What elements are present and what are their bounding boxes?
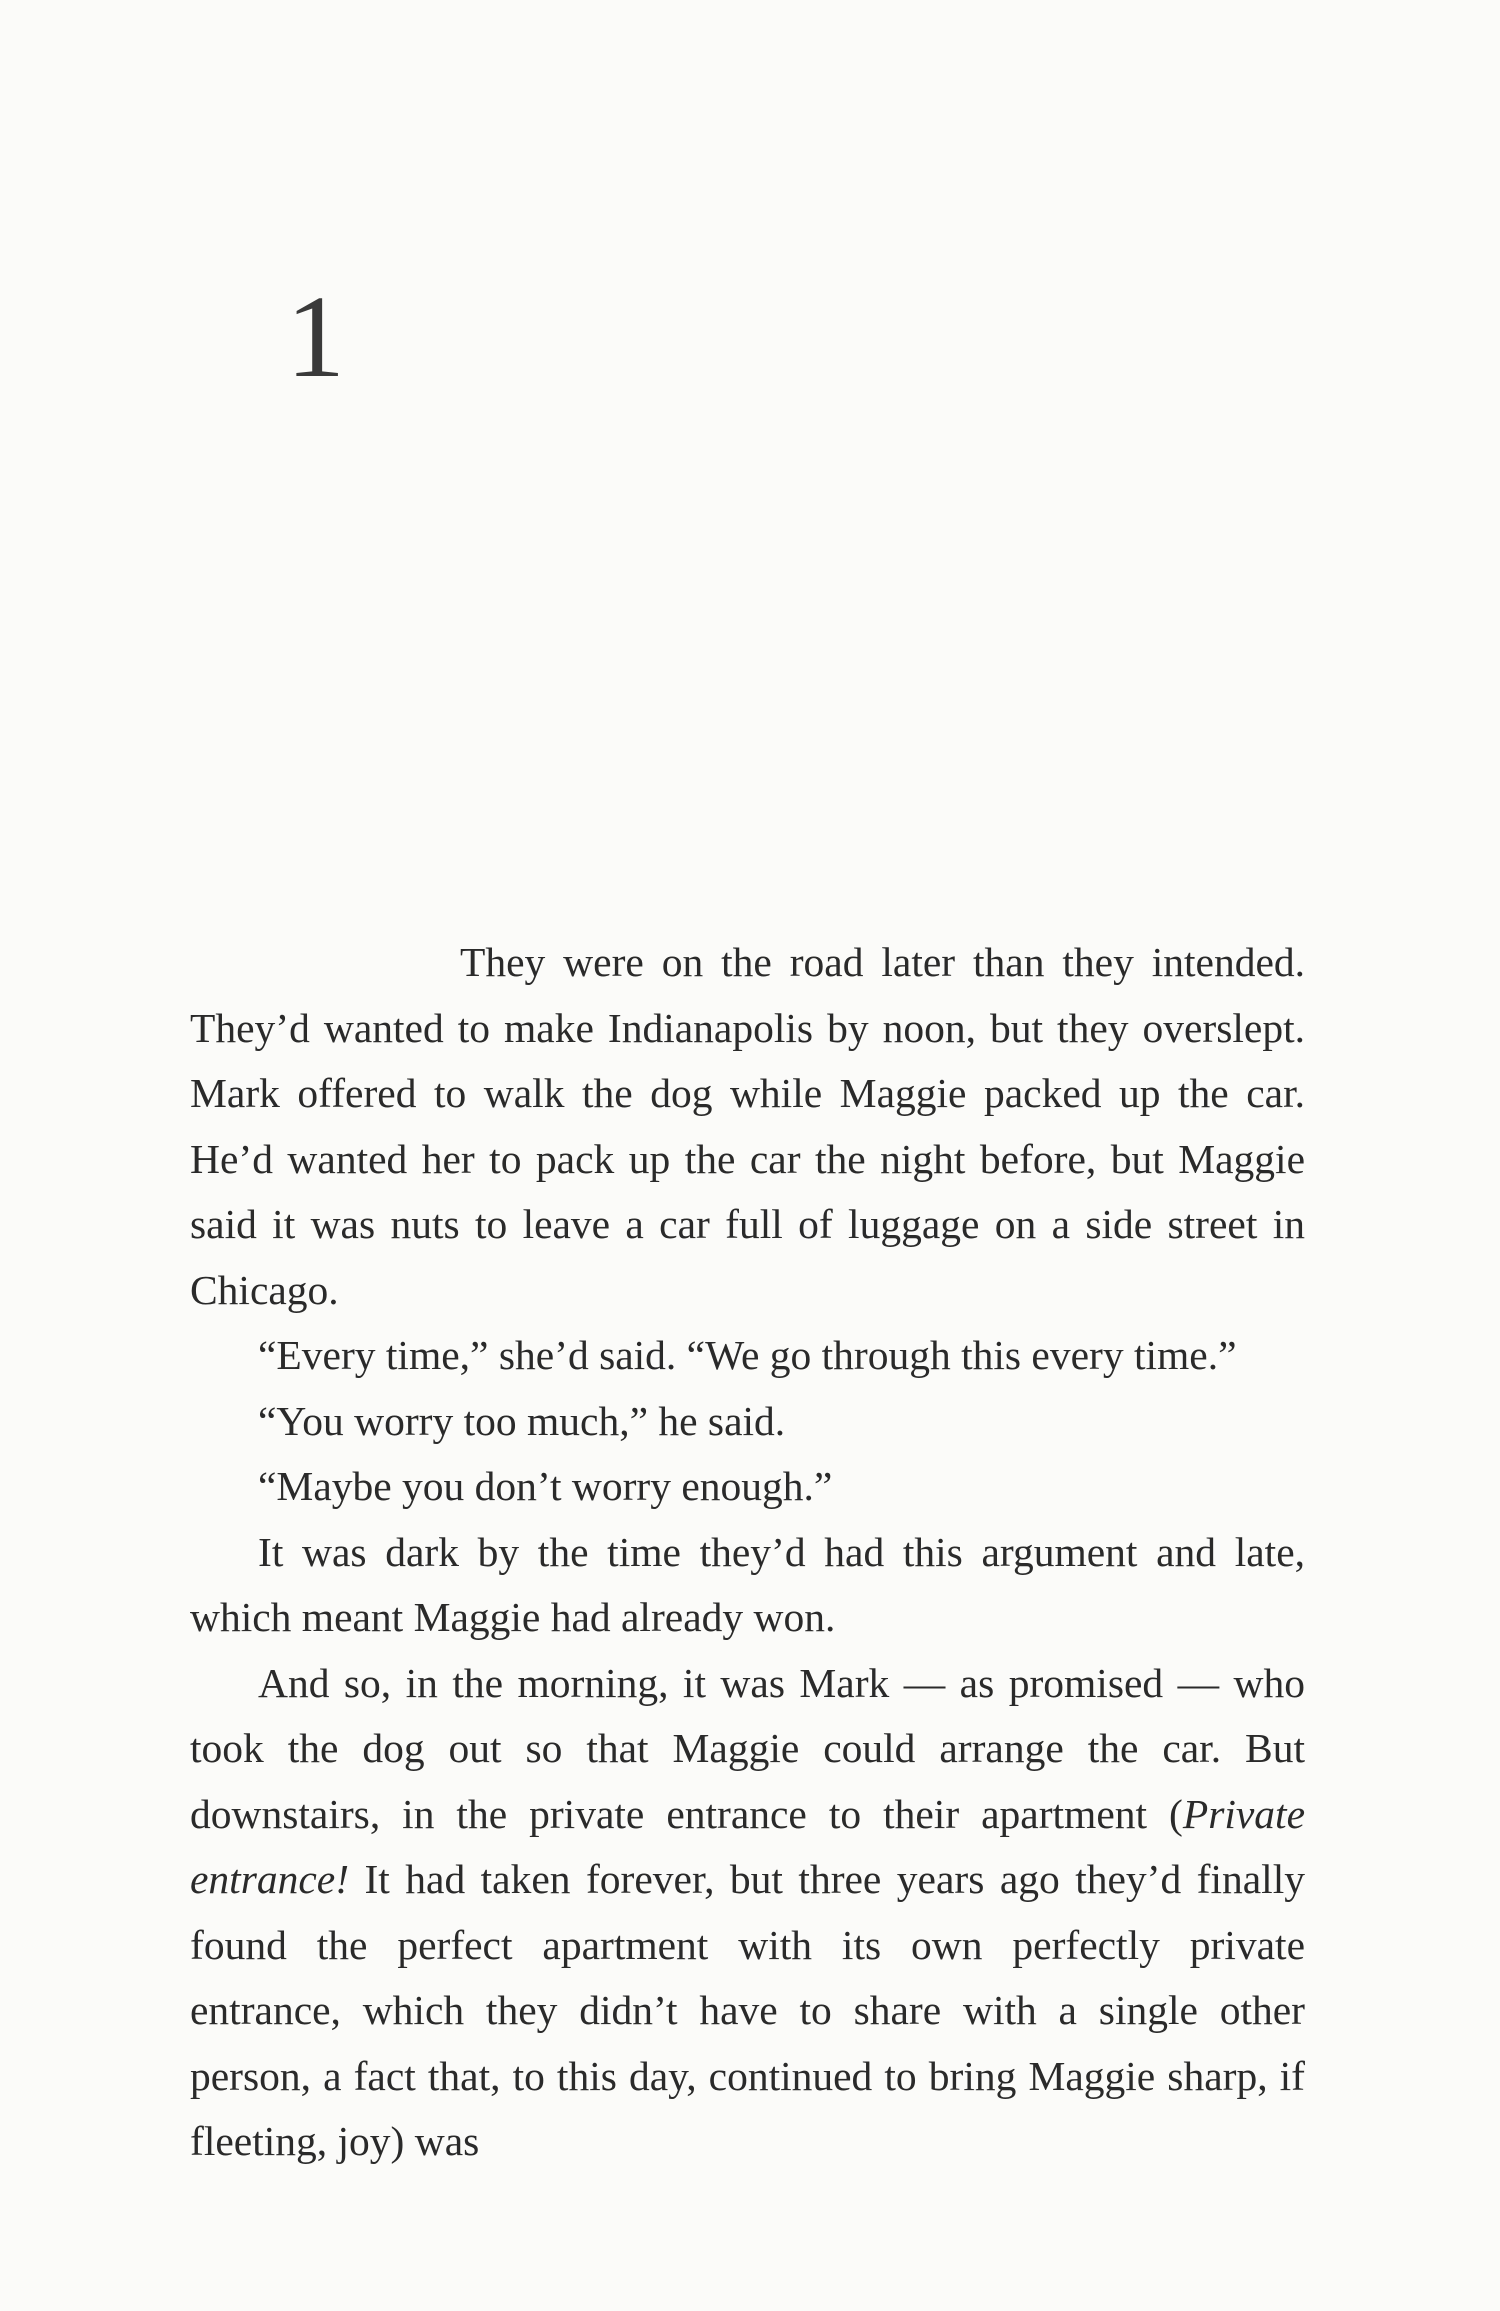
paragraph-argument: It was dark by the time they’d had this argument and late, which meant Maggie had already won.: [190, 1528, 1305, 1640]
paragraph-opening: They were on the road later than they intended. They’d wanted to make Indianapolis by noon, but they overslept. Mark offered to walk the dog while Maggie packed up the car. He’d wanted her to pack up the car the night before, but Maggie said it was nuts to leave a car full of luggage on a side street in Chicago.: [190, 939, 1305, 1313]
paragraph-morning-text: And so, in the morning, it was Mark — as promised — who took the dog out so that Maggie could arrange the car. But downstairs, in the private entrance to their apartment (: [190, 1659, 1305, 1837]
paragraph-morning: [190, 1651, 1305, 2175]
paragraph-dialog-every-time: “Every time,” she’d said. “We go through this every time.”: [258, 1332, 1237, 1378]
paragraph-dialog-worry: “You worry too much,” he said.: [258, 1397, 786, 1444]
chapter-number: 1: [286, 271, 345, 402]
paragraph-dialog-maybe: “Maybe you don’t worry enough.”: [258, 1463, 833, 1509]
paragraph-morning-rest: It had taken forever, but three years ago they’d finally found the perfect apartment with its own perfectly private entrance, which they didn’t have to share with a single other person, a fact that, to this day, continued to bring Maggie sharp, if fleeting, joy) was: [190, 1856, 1305, 2164]
paragraph-morning-italic: Private entrance!: [190, 1790, 1305, 1902]
body-text: [190, 930, 1305, 2175]
